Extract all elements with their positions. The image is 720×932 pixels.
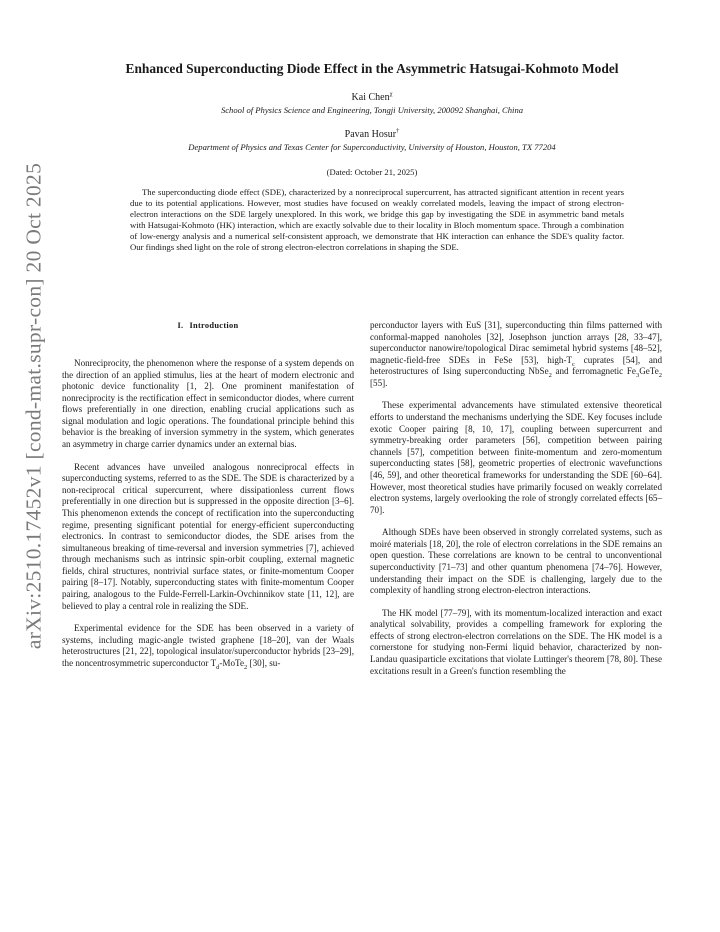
- left-p3-b: -MoTe: [219, 657, 245, 668]
- author-1-name: Kai Chen: [351, 92, 390, 103]
- left-paragraph-2: Recent advances have unveiled analogous nonreciprocal effects in superconducting systems, referred to as the SDE. The SDE is characterized by a non-reciprocal critical supercurrent, where dissipationless current flows preferentially in one direction but is suppressed in the opposite direction [3–6]. This phenomenon extends the concept of rectification into the superconducting regime, presenting significant potential for energy-efficient superconducting electronics. In contrast to semiconductor diodes, the SDE arises from the simultaneous breaking of time-reversal and inversion symmetries [7], achieved through mechanisms such as intrinsic spin-orbit coupling, external magnetic fields, chiral structures, nontrivial surface states, or finite-momentum Cooper pairing [8–17]. Notably, superconducting states with finite-momentum Cooper pairing, analogous to the Fulde-Ferrell-Larkin-Ovchinnikov state [11, 12], are believed to play a central role in realizing the SDE.: [62, 461, 354, 611]
- dated-line: (Dated: October 21, 2025): [326, 167, 418, 177]
- author-1: [62, 92, 682, 103]
- right-p1-d: GeTe: [639, 366, 659, 377]
- right-p1-a: perconductor layers with EuS [31], superconducting thin films patterned with conformal-mapped nanoholes [32], Josephson junction arrays [28, 33–47], superconductor nanowire/topological Dirac semimetal hybrid systems [48–52], magnetic-field-free SDEs in FeSe [53], high-T: [370, 320, 662, 365]
- right-paragraph-4: The HK model [77–79], with its momentum-localized interaction and exact analytical solvability, provides a compelling framework for exploring the effects of strong electron-electron correlations on the SDE. The HK model is a cornerstone for studying non-Fermi liquid behavior, characterized by non-Landau quasiparticle excitations that violate Luttinger's theorem [78, 80]. These excitations result in a Green's function resembling the: [370, 607, 662, 676]
- section-number: I.: [177, 321, 184, 330]
- abstract: The superconducting diode effect (SDE), characterized by a nonreciprocal supercurrent, has attracted significant attention in recent years due to its potential applications. However, most studies have focused on weakly correlated models, leaving the impact of strong electron-electron interactions on the SDE largely unexplored. In this work, we bridge this gap by investigating the SDE in asymmetric band metals with Hatsugai-Kohmoto (HK) interaction, which are exactly solvable due to their locality in Bloch momentum space. Through a combination of low-energy analysis and a numerical self-consistent approach, we demonstrate that HK interaction can enhance the SDE's quality factor. Our findings shed light on the role of strong electron-electron correlations in shaping the SDE.: [130, 187, 624, 253]
- left-p3-a: Experimental evidence for the SDE has been observed in a variety of systems, including magic-angle twisted graphene [18–20], van der Waals heterostructures [21, 22], topological insulator/superconductor hybrids [23–29], the noncentrosymmetric superconductor T: [62, 623, 354, 668]
- right-p1-c: and ferromagnetic Fe: [551, 366, 636, 377]
- right-paragraph-3: Although SDEs have been observed in strongly correlated systems, such as moiré materials [18, 20], the role of electron correlations in the SDE remains an open question. These correlations are known to be central to unconventional superconductivity [71–73] and other quantum phenomena [74–76]. However, understanding their impact on the SDE is challenging, largely due to the complexity of handling strong electron-electron interactions.: [370, 527, 662, 596]
- right-p1-b: cuprates [54], and heterostructures of Ising superconducting NbSe: [370, 354, 663, 377]
- arxiv-identifier: [16, 162, 52, 650]
- author-2: [62, 129, 682, 140]
- right-p1-sub-3: 3: [635, 372, 640, 380]
- left-column: [62, 320, 354, 680]
- left-paragraph-1: Nonreciprocity, the phenomenon where the response of a system depends on the direction of an applied stimulus, lies at the heart of modern electronic and photonic device functionality [1, 2]. One prominent manifestation of nonreciprocity is the rectification effect in semiconductor diodes, where current flows preferentially in one direction, enabling crucial applications such as signal modulation and logic operations. The foundational principle behind this behavior is the breaking of inversion symmetry in the system, which generates an asymmetry in charge carrier dynamics under an external bias.: [62, 358, 354, 450]
- author-1-mark: χ: [389, 90, 393, 98]
- section-heading: [62, 320, 354, 332]
- right-p1-e: [55].: [370, 377, 388, 388]
- right-p1-sub-c: c: [572, 360, 575, 368]
- author-1-affiliation: School of Physics Science and Engineering, Tongji University, 200092 Shanghai, China: [220, 105, 524, 115]
- author-2-name: Pavan Hosur: [344, 129, 397, 140]
- right-paragraph-2: These experimental advancements have stimulated extensive theoretical efforts to understand the mechanisms underlying the SDE. Key focuses include exotic Cooper pairing [8, 10, 17], coupling between supercurrent and symmetry-breaking order parameters [56], competition between pairing channels [57], competition between finite-momentum and zero-momentum superconducting states [58], geometric properties of electronic wavefunctions [46, 59], and other theoretical frameworks for understanding the SDE [60–64]. However, most theoretical studies have primarily focused on weakly correlated electron systems, largely overlooking the role of strongly correlated effects [65–70].: [370, 400, 662, 515]
- paper-title: Enhanced Superconducting Diode Effect in the Asymmetric Hatsugai-Kohmoto Model: [125, 61, 619, 76]
- right-p1-sub-2b: 2: [658, 372, 662, 380]
- author-2-mark: †: [396, 127, 400, 135]
- arxiv-identifier-text: arXiv:2510.17452v1 [cond-mat.supr-con] 20 Oct 2025: [21, 162, 46, 650]
- right-p1-sub-2: 2: [548, 372, 552, 380]
- left-p3-sub2: 2: [244, 663, 248, 671]
- left-p3-c: [30], su-: [247, 657, 281, 668]
- left-p3-sub: d: [216, 663, 220, 671]
- section-title: Introduction: [189, 321, 239, 330]
- right-column: [370, 320, 662, 688]
- right-paragraph-1: [370, 320, 662, 389]
- left-paragraph-3: [62, 623, 354, 669]
- author-2-affiliation: Department of Physics and Texas Center for Superconductivity, University of Houston, Houston, TX 77204: [188, 142, 556, 152]
